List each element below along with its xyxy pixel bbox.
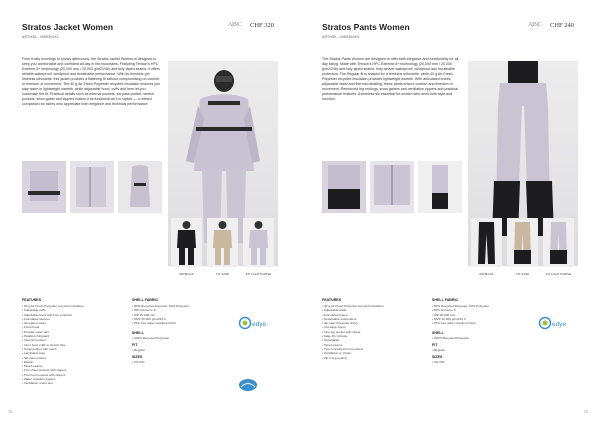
shell-fabric-heading: SHELL FABRIC [132,298,159,302]
variant-label: 009 BLACK [479,272,494,276]
variant-sand-photo [507,218,538,267]
spec-item: • WP 20 000 mm [432,313,532,317]
feature-item: • Ski pass Polyester lining [322,321,422,325]
feature-item: • Water repellent zippers [22,377,122,381]
spec-item: • PFC free water repellent finish [432,321,532,325]
feature-item: • Two concealed front pockets [322,347,422,351]
feature-item: • Ventilation w. zipper [322,351,422,355]
sizes-heading: SIZES [432,355,443,359]
edye-label: edye [552,321,567,328]
feature-item: • Ski pass pocket [22,356,122,360]
spec-item: • 50% Recycled Polyester, 50% Polyester [432,304,532,308]
feature-item: • Snowgaiter [322,338,422,342]
feature-item: • Zip in leg ending [322,356,422,360]
feature-item: • Powder snow skirt [22,330,122,334]
article-number: ARTIKEL: 4055304X3 [322,35,359,39]
sizes-list [432,360,445,364]
detail-thumb [418,161,462,213]
article-number: ARTIKEL: 4055304X1 [22,35,59,39]
feature-item: • Detachable suspenders [322,317,422,321]
detail-thumb [70,161,114,213]
sizes-list [132,360,145,364]
price: CHF 240 [550,22,575,29]
page-number: 70 [8,410,12,414]
variant-purple-photo [543,218,574,267]
edye-logo [238,316,267,330]
features-heading: FEATURES [22,298,42,302]
feature-item: • Elastic [22,360,122,364]
shell-heading: SHELL [432,331,444,335]
feature-item: • Ventilation under arm [22,381,122,385]
features-list [22,304,122,386]
feature-item: • Adjustable hood with brim protector [22,313,122,317]
page-right [300,0,600,424]
variant-label: 721 SAND [215,272,230,276]
feature-item: • Ski pass pocket [22,321,122,325]
feature-item: • Taped seams [322,343,422,347]
fit-heading: FIT [132,343,138,347]
feature-item: • Two front pockets with zippers [22,373,122,377]
feature-item: • Fixed hood [22,325,122,329]
detail-thumb [322,161,366,213]
feature-item: • Fake Fly Closure [322,334,422,338]
variant-label: 721 SAND [515,272,530,276]
variant-label: 009 BLACK [179,272,194,276]
shell-heading: SHELL [132,331,144,335]
variant-black-photo [471,218,502,267]
edye-logo [538,316,567,330]
product-title: Stratos Pants Women [322,22,410,32]
spec-item: • MVP 20 000 g/m2/24 h [432,317,532,321]
variant-sand-photo [207,218,238,267]
brand-logo: A|B|C [228,22,242,28]
spec-item: • Regular [432,348,445,352]
feature-item: • Laminated logo [22,351,122,355]
edye-label: edye [252,321,267,328]
shell-fabric-heading: SHELL FABRIC [432,298,459,302]
feature-item: • Cut-edge zipper [322,325,422,329]
feature-item: • Taped seams [22,364,122,368]
shell-list [432,336,532,340]
feature-item: • Adjustable waist [322,308,422,312]
feature-item: • Padded chinguard [22,334,122,338]
variant-purple-photo [243,218,274,267]
product-description: From frosty mornings to snowy afternoons, the Stratos Jacket Women is designed to keep you comfortable and confident all day in the mountains. Featuring Tenson's HPC Extreme 8+ technology (20,000 mm / 20,000 g/m2/24h) and fully taped seams, it offers reliable waterproof, windproof and breathable performance. With its feminine yet timeless silhouette, this jacket provides a flattering fit without compromising on comfort or freedom of movement. The 40 g Air-Fresh Polyester recycled insulation ensures you stay warm in lightweight warmth, while adjustable hood, cuffs and hem let you customise the fit. Practical details such as internal pockets, ski pass pocket, stretch pockets, snow gaiter and zippers makes it as functional as it is stylish — a refined companion for skiers who appreciate both elegance and technical performance. [22,57,160,106]
detail-thumb [22,161,66,213]
feature-item: • 40 g Air-Fresh Polyester recycled insulation [322,304,422,308]
feature-item: • Inner lycra cuffs w. thumb hole [22,343,122,347]
fit-list [132,348,145,352]
feature-item: • Articulated knees [322,313,422,317]
fit-heading: FIT [432,343,438,347]
features-list [322,304,422,360]
features-heading: FEATURES [322,298,342,302]
variant-black-photo [171,218,202,267]
spec-item: • HPC Extreme 8 [432,308,532,312]
variant-label: 447 LIGHT PURPLE [545,272,572,276]
price: CHF 320 [250,22,275,29]
spec-item: • 50% Recycled Polyester, 50% Polyester [132,304,232,308]
sizes-heading: SIZES [132,355,143,359]
feature-item: • Articulated sleeves [22,317,122,321]
spec-item: • XS-XXL [432,360,445,364]
feature-item: • Adjustable cuffs [22,308,122,312]
page-number: 71 [584,410,588,414]
feature-item: • Internal pockets [22,338,122,342]
spec-item: • MVP 20 000 g/m2/24 h [132,317,232,321]
feature-item: • Fine leg pocket with zipper [322,330,422,334]
feature-item: • 60 g Air-Fresh Polyester recycled insulation [22,304,122,308]
spec-item: • 100% Recycled Polyester [432,336,532,340]
spec-item: • PFC free water repellent finish [132,321,232,325]
feature-item: • Snow pocket with mesh [22,347,122,351]
shell-list [132,336,232,340]
feature-item: • Two chest pockets with zippers [22,368,122,372]
spec-item: • HPC Extreme 8 [132,308,232,312]
spec-item: • WP 20 000 mm [132,313,232,317]
spec-item: • XS-XXL [132,360,145,364]
detail-thumb [370,161,414,213]
certification-icon [238,378,258,392]
shell-fabric-list [432,304,532,325]
shell-fabric-list [132,304,232,325]
brand-logo: A|B|C [528,22,542,28]
variant-label: 447 LIGHT PURPLE [245,272,272,276]
spec-item: • Regular [132,348,145,352]
detail-thumb [118,161,162,213]
spec-item: • 100% Recycled Polyester [132,336,232,340]
fit-list [432,348,445,352]
product-title: Stratos Jacket Women [22,22,114,32]
product-description: The Stratos Pants Women are designed to offer both elegance and functionality for all-day skiing. Made with Tenson's HPC Extreme 8+ technology (20,000 mm / 20,000 g/m2/24h) and fully taped seams, they deliver waterproof, windproof and breathable protection. The Regular fit is shaped for a feminine silhouette, while 40 g Air-Fresh Polyester recycled insulation provides lightweight warmth. With articulated knees, adjustable waist and thermal detailing, these pants ensure comfort and freedom of movement. Reinforced leg endings, snow gaiters and ventilation zippers add practical performance features. A timeless ski essential for women who seek both style and function. [322,57,460,101]
